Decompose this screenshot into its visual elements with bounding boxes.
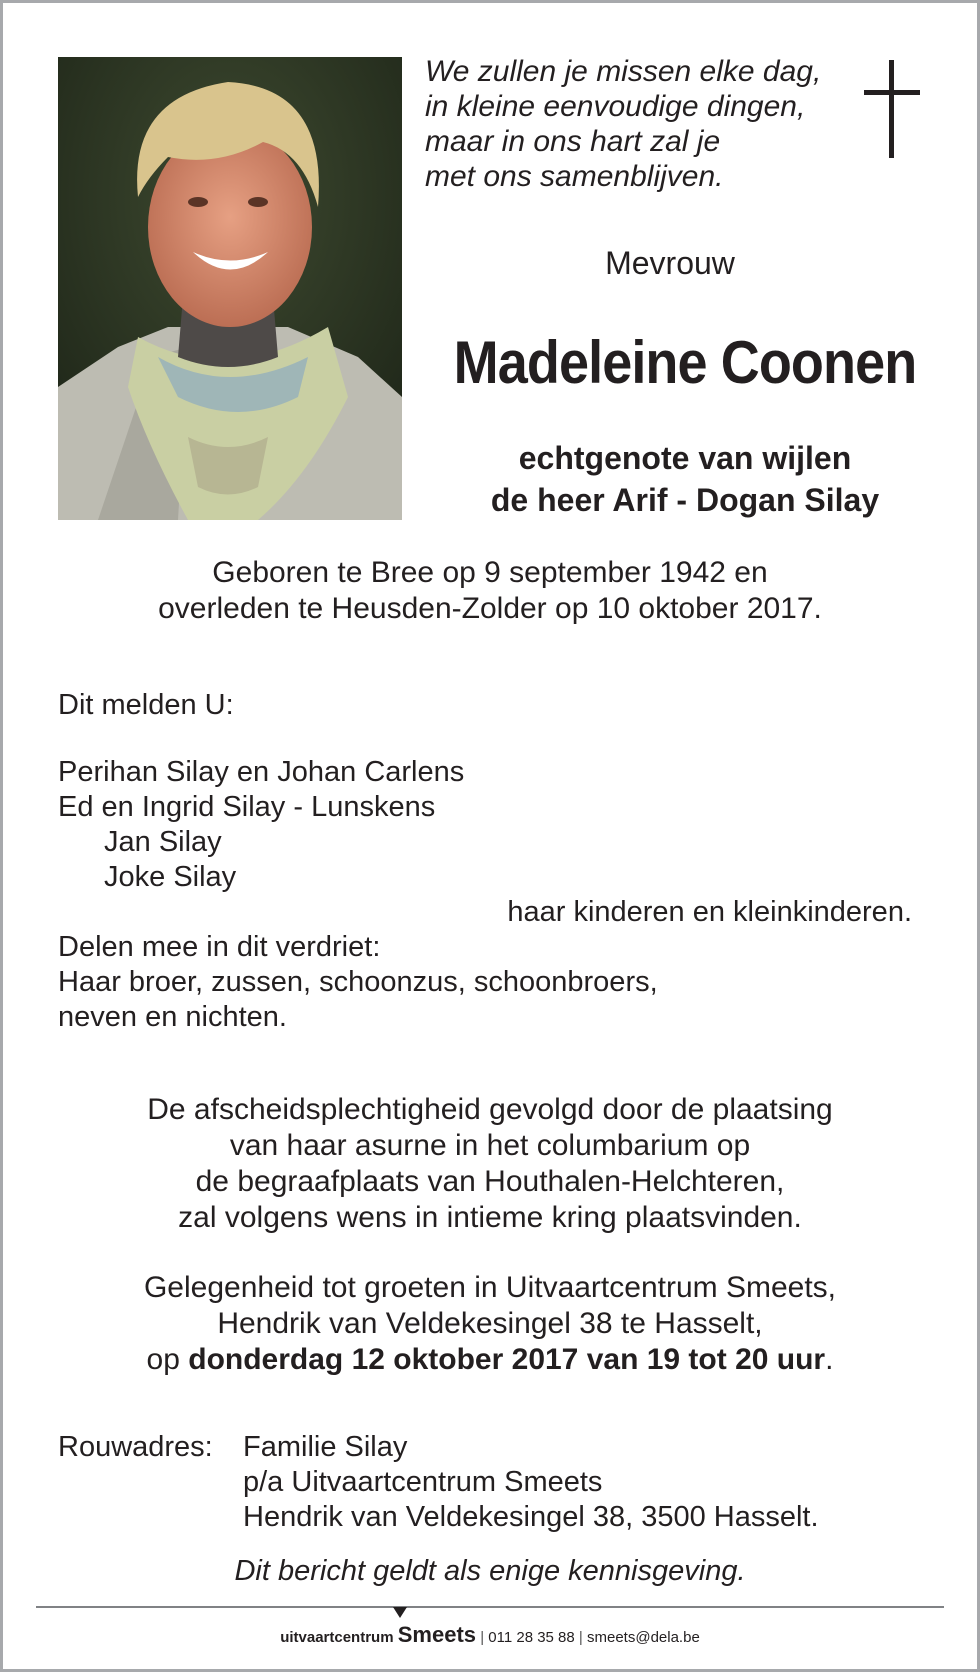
footer-email[interactable]: smeets@dela.be — [587, 1629, 700, 1646]
address-line: p/a Uitvaartcentrum Smeets — [243, 1466, 603, 1498]
ceremony-line: De afscheidsplechtigheid gevolgd door de plaatsing — [147, 1093, 833, 1126]
life-dates — [60, 555, 920, 627]
relation-line: haar kinderen en kleinkinderen. — [507, 896, 912, 928]
birth-line: Geboren te Bree op 9 september 1942 en — [212, 556, 768, 589]
cross-icon — [864, 60, 920, 163]
visitation-info — [60, 1270, 920, 1378]
mourning-address — [58, 1430, 819, 1535]
verse-line: maar in ons hart zal je — [425, 125, 721, 158]
death-line: overleden te Heusden-Zolder op 10 oktober 2017. — [158, 592, 822, 625]
grandchild: Joke Silay — [104, 861, 237, 893]
spouse-info — [420, 437, 950, 521]
grandchild: Jan Silay — [104, 826, 222, 858]
verse-line: met ons samenblijven. — [425, 160, 724, 193]
share-line: Haar broer, zussen, schoonzus, schoonbroers, — [58, 966, 658, 998]
family-list — [58, 755, 918, 1035]
memorial-verse — [425, 54, 845, 194]
ceremony-line: de begraafplaats van Houthalen-Helchteren, — [195, 1165, 785, 1198]
ceremony-line: zal volgens wens in intieme kring plaatsvinden. — [178, 1201, 802, 1234]
salutation: Mevrouw — [605, 245, 735, 281]
mourning-address-label: Rouwadres: — [58, 1431, 213, 1463]
ceremony-info — [60, 1092, 920, 1236]
brand-name: Smeets — [397, 1622, 477, 1647]
share-line: neven en nichten. — [58, 1001, 287, 1033]
footer-phone[interactable]: 011 28 35 88 — [488, 1629, 575, 1646]
footer-separator: | — [578, 1629, 583, 1646]
ceremony-line: van haar asurne in het columbarium op — [229, 1129, 751, 1162]
footer — [0, 1622, 980, 1648]
visitation-datetime-line — [60, 1342, 920, 1378]
verse-line: in kleine eenvoudige dingen, — [425, 90, 806, 123]
deceased-name: Madeleine Coonen — [453, 329, 917, 396]
notice-text: Dit bericht geldt als enige kennisgeving. — [234, 1555, 746, 1587]
visitation-line: Hendrik van Veldekesingel 38 te Hasselt, — [217, 1307, 763, 1340]
visitation-datetime: donderdag 12 oktober 2017 van 19 tot 20 uur — [188, 1343, 826, 1376]
family-member: Perihan Silay en Johan Carlens — [58, 756, 465, 788]
portrait-photo — [58, 57, 402, 520]
family-member: Ed en Ingrid Silay - Lunskens — [58, 791, 436, 823]
visitation-prefix: op — [146, 1343, 189, 1376]
divider-marker-icon — [393, 1607, 407, 1618]
brand-prefix: uitvaartcentrum — [280, 1629, 394, 1646]
visitation-suffix: . — [825, 1343, 834, 1376]
spouse-line: de heer Arif - Dogan Silay — [490, 482, 880, 518]
address-line: Hendrik van Veldekesingel 38, 3500 Hasselt. — [243, 1501, 819, 1533]
footer-divider — [36, 1606, 944, 1608]
verse-line: We zullen je missen elke dag, — [425, 55, 822, 88]
share-intro: Delen mee in dit verdriet: — [58, 931, 381, 963]
visitation-line: Gelegenheid tot groeten in Uitvaartcentrum Smeets, — [143, 1271, 837, 1304]
announcers-intro: Dit melden U: — [58, 689, 234, 721]
footer-separator: | — [480, 1629, 485, 1646]
spouse-line: echtgenote van wijlen — [518, 440, 852, 476]
address-line: Familie Silay — [243, 1431, 408, 1463]
